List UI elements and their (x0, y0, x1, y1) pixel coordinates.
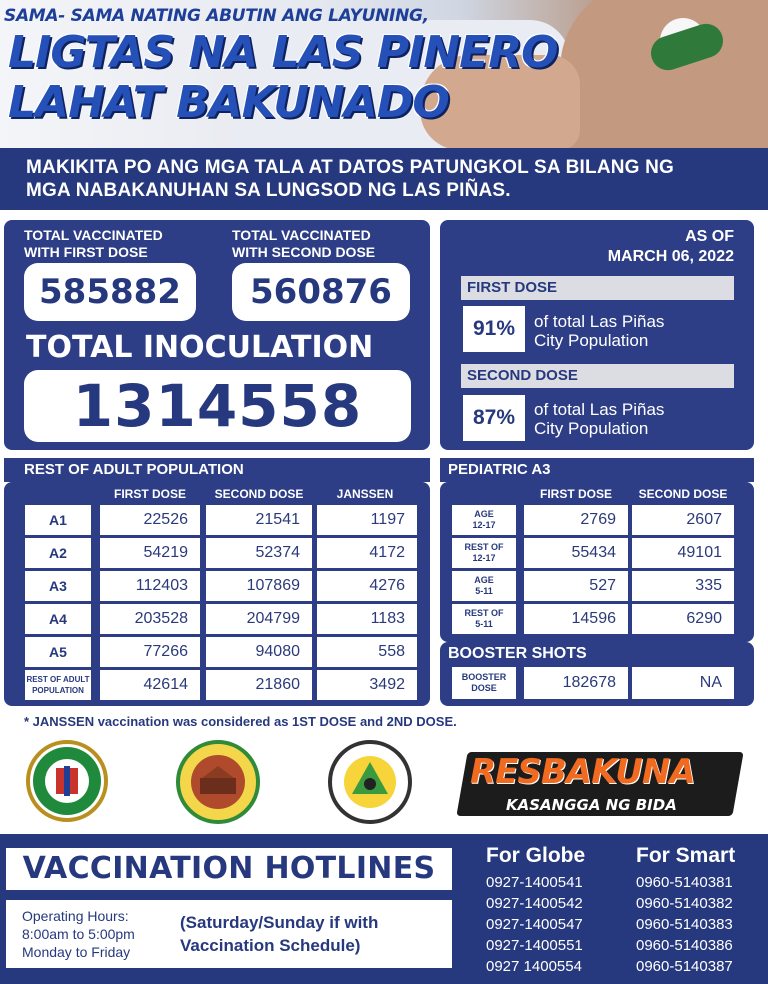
resbakuna-logo-title: RESBAKUNA (470, 752, 695, 792)
adult-row-label: A1 (25, 505, 91, 535)
table-cell: 21860 (206, 670, 312, 700)
smart-numbers (636, 872, 733, 977)
table-cell: 6290 (632, 604, 734, 634)
hours-line3: Monday to Friday (22, 944, 131, 960)
table-cell: 2607 (632, 505, 734, 535)
as-of-label: AS OF (685, 228, 734, 245)
pediatric-row-label-line2: 5-11 (475, 619, 493, 629)
adult-row-label-line2: POPULATION (32, 686, 84, 695)
table-cell: 107869 (206, 571, 312, 601)
first-dose-total-label1: TOTAL VACCINATED (24, 227, 163, 243)
doh-seal-logo (26, 740, 108, 822)
intro-line1: MAKIKITA PO ANG MGA TALA AT DATOS PATUNGKOL SA BILANG NG (26, 157, 675, 178)
pediatric-row-label-line1: REST OF (464, 608, 504, 618)
smart-hotline: 0960-5140381 (636, 874, 733, 891)
second-dose-percent-text1: of total Las Piñas (534, 400, 665, 419)
second-dose-summary-label: SECOND DOSE (461, 364, 734, 388)
pediatric-col-second: SECOND DOSE (638, 487, 728, 501)
adult-section-title: REST OF ADULT POPULATION (24, 461, 244, 478)
booster-label-line1: BOOSTER (461, 672, 507, 682)
las-pinas-seal-logo (176, 740, 260, 824)
header-tagline: SAMA- SAMA NATING ABUTIN ANG LAYUNING, (4, 6, 429, 26)
second-dose-percent: 87% (463, 395, 525, 441)
first-dose-percent-text2: City Population (534, 331, 649, 350)
table-cell: 4276 (317, 571, 417, 601)
header-title-line1: LIGTAS NA LAS PINERO (8, 27, 558, 78)
intro-line2: MGA NABAKANUHAN SA LUNGSOD NG LAS PIÑAS. (26, 180, 511, 201)
city-health-office-logo (328, 740, 412, 824)
globe-hotline: 0927-1400551 (486, 937, 583, 954)
smart-hotline: 0960-5140382 (636, 895, 733, 912)
smart-hotline: 0960-5140386 (636, 937, 733, 954)
weekend-line1: (Saturday/Sunday if with (180, 913, 379, 932)
smart-hotline: 0960-5140387 (636, 958, 733, 975)
table-cell: 54219 (100, 538, 200, 568)
adult-row-label: A2 (25, 538, 91, 568)
first-dose-total-label2: WITH FIRST DOSE (24, 244, 148, 260)
second-dose-total-value: 560876 (232, 263, 410, 321)
pediatric-row-label (452, 604, 516, 634)
table-cell: 22526 (100, 505, 200, 535)
globe-hotline: 0927-1400542 (486, 895, 583, 912)
pediatric-row-label-line1: REST OF (464, 542, 504, 552)
pediatric-row-label (452, 505, 516, 535)
globe-hotline: 0927-1400547 (486, 916, 583, 933)
adult-row-label: A5 (25, 637, 91, 667)
globe-numbers (486, 872, 583, 977)
hotlines-title: VACCINATION HOTLINES (6, 848, 452, 890)
pediatric-row-label-line1: AGE (474, 575, 494, 585)
booster-row-label (452, 667, 516, 699)
globe-hotline: 0927-1400541 (486, 874, 583, 891)
first-dose-percent: 91% (463, 306, 525, 352)
table-cell: 1183 (317, 604, 417, 634)
smart-title: For Smart (636, 844, 736, 867)
table-cell: 77266 (100, 637, 200, 667)
first-dose-total-value: 585882 (24, 263, 196, 321)
table-cell: 558 (317, 637, 417, 667)
weekend-line2: Vaccination Schedule) (180, 936, 361, 955)
booster-title: BOOSTER SHOTS (448, 645, 587, 662)
pediatric-row-label-line2: 5-11 (475, 586, 493, 596)
table-cell: 4172 (317, 538, 417, 568)
booster-second-value: NA (632, 667, 734, 699)
operating-hours (22, 907, 135, 961)
table-cell: 527 (524, 571, 628, 601)
table-cell: 14596 (524, 604, 628, 634)
second-dose-total-label2: WITH SECOND DOSE (232, 244, 376, 260)
table-cell: 335 (632, 571, 734, 601)
table-cell: 204799 (206, 604, 312, 634)
resbakuna-logo-subtitle: KASANGGA NG BIDA (506, 796, 677, 814)
table-cell: 94080 (206, 637, 312, 667)
as-of-date: MARCH 06, 2022 (607, 248, 734, 265)
table-cell: 42614 (100, 670, 200, 700)
pediatric-section-title: PEDIATRIC A3 (448, 461, 551, 478)
globe-title: For Globe (486, 844, 586, 867)
table-cell: 3492 (317, 670, 417, 700)
janssen-note: * JANSSEN vaccination was considered as 1ST DOSE and 2ND DOSE. (24, 714, 457, 729)
second-dose-total-label1: TOTAL VACCINATED (232, 227, 371, 243)
table-cell: 52374 (206, 538, 312, 568)
weekend-note (180, 911, 378, 957)
adult-col-janssen: JANSSEN (336, 487, 394, 501)
table-cell: 49101 (632, 538, 734, 568)
total-inoculation-label: TOTAL INOCULATION (26, 330, 374, 365)
second-dose-percent-text2: City Population (534, 419, 649, 438)
booster-first-value: 182678 (524, 667, 628, 699)
pediatric-row-label-line2: 12-17 (472, 553, 496, 563)
table-cell: 1197 (317, 505, 417, 535)
smart-hotline: 0960-5140383 (636, 916, 733, 933)
table-cell: 2769 (524, 505, 628, 535)
globe-hotline: 0927 1400554 (486, 958, 582, 975)
pediatric-col-first: FIRST DOSE (539, 487, 612, 501)
header-title-line2: LAHAT BAKUNADO (8, 77, 449, 128)
first-dose-summary-label: FIRST DOSE (461, 276, 734, 300)
adult-row-label: A3 (25, 571, 91, 601)
hero-photo-arm (560, 0, 768, 148)
hours-line1: Operating Hours: (22, 908, 129, 924)
pediatric-row-label-line2: 12-17 (472, 520, 496, 530)
booster-label-line2: DOSE (471, 683, 497, 693)
hours-line2: 8:00am to 5:00pm (22, 926, 135, 942)
intro-banner (0, 148, 768, 210)
table-cell: 112403 (100, 571, 200, 601)
first-dose-percent-text1: of total Las Piñas (534, 312, 665, 331)
total-inoculation-value: 1314558 (24, 370, 411, 442)
adult-col-first: FIRST DOSE (113, 487, 186, 501)
adult-row-label-line1: REST OF ADULT (26, 675, 90, 684)
table-cell: 203528 (100, 604, 200, 634)
table-cell: 21541 (206, 505, 312, 535)
pediatric-row-label-line1: AGE (474, 509, 494, 519)
pediatric-row-label (452, 538, 516, 568)
adult-row-label (25, 670, 91, 700)
table-cell: 55434 (524, 538, 628, 568)
adult-row-label: A4 (25, 604, 91, 634)
adult-col-second: SECOND DOSE (214, 487, 304, 501)
pediatric-row-label (452, 571, 516, 601)
